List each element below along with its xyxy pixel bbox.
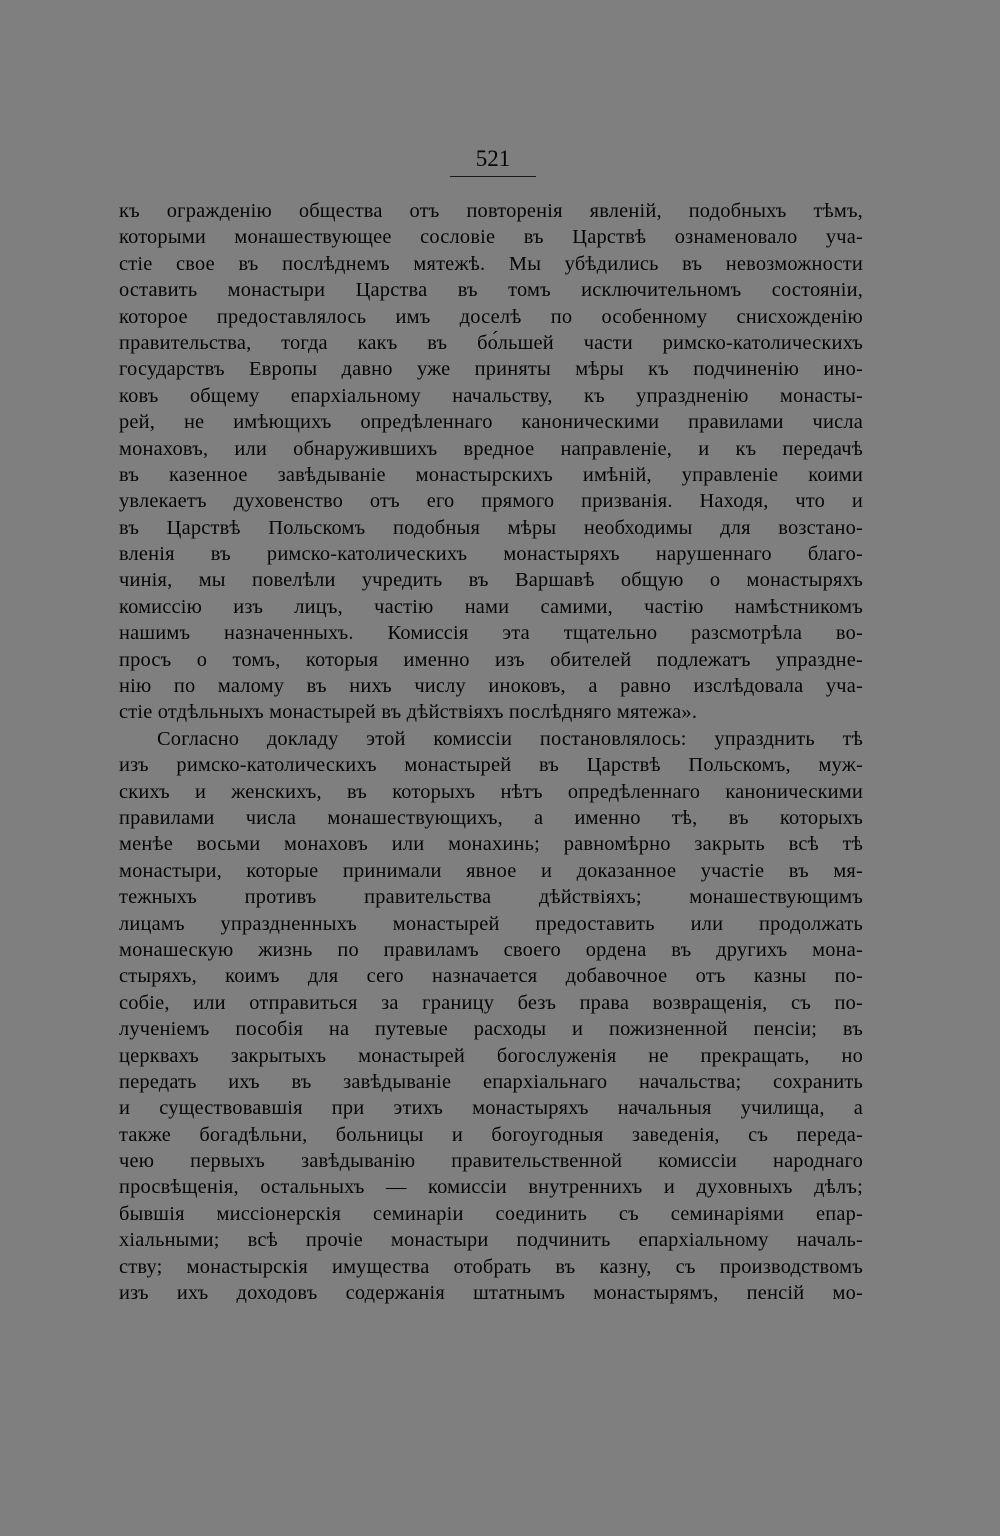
text-line: правительства, тогда какъ въ бо́льшей части римско-католическихъ bbox=[119, 331, 863, 354]
text-line: монастыри, которые принимали явное и доказанное участіе въ мя- bbox=[119, 859, 863, 882]
text-line: менѣе восьми монаховъ или монахинь; равномѣрно закрыть всѣ тѣ bbox=[119, 833, 863, 856]
text-line: нію по малому въ нихъ числу иноковъ, а равно изслѣдовала уча- bbox=[119, 675, 863, 698]
paragraph bbox=[119, 726, 863, 1307]
text-line: чею первыхъ завѣдыванію правительственной комиссіи народнаго bbox=[119, 1150, 863, 1173]
text-line: изъ ихъ доходовъ содержанія штатнымъ монастырямъ, пенсій мо- bbox=[119, 1282, 863, 1305]
text-line: оставить монастыри Царства въ томъ исключительномъ состояніи, bbox=[119, 279, 863, 302]
text-line: тежныхъ противъ правительства дѣйствіяхъ; монашествующимъ bbox=[119, 886, 863, 909]
text-line: стыряхъ, коимъ для сего назначается добавочное отъ казны по- bbox=[119, 965, 863, 988]
text-line: Согласно докладу этой комиссіи постановлялось: упразднить тѣ bbox=[157, 727, 863, 750]
text-line: въ Царствѣ Польскомъ подобныя мѣры необходимы для возстано- bbox=[119, 516, 863, 539]
text-line: бывшія миссіонерскія семинаріи соединить съ семинаріями епар- bbox=[119, 1202, 863, 1225]
text-line: изъ римско-католическихъ монастырей въ Царствѣ Польскомъ, муж- bbox=[119, 754, 863, 777]
text-line: рей, не имѣющихъ опредѣленнаго каноническими правилами числа bbox=[119, 411, 863, 434]
text-line: просвѣщенія, остальныхъ — комиссіи внутреннихъ и духовныхъ дѣлъ; bbox=[119, 1176, 863, 1199]
text-line: также богадѣльни, больницы и богоугодныя заведенія, съ переда- bbox=[119, 1123, 863, 1146]
text-line: которое предоставлялось имъ доселѣ по особенному снисхожденію bbox=[119, 305, 863, 328]
text-line: вленія въ римско-католическихъ монастыряхъ нарушеннаго благо- bbox=[119, 543, 863, 566]
text-line: нашимъ назначенныхъ. Комиссія эта тщательно разсмотрѣла во- bbox=[119, 622, 863, 645]
text-line: церквахъ закрытыхъ монастырей богослуженія не прекращать, но bbox=[119, 1044, 863, 1067]
text-line: стіе свое въ послѣднемъ мятежѣ. Мы убѣдились въ невозможности bbox=[119, 252, 863, 275]
text-line: ству; монастырскія имущества отобрать въ казну, съ производствомъ bbox=[119, 1255, 863, 1278]
text-line: лицамъ упраздненныхъ монастырей предоставить или продолжать bbox=[119, 912, 863, 935]
text-line: передать ихъ въ завѣдываніе епархіальнаго начальства; сохранить bbox=[119, 1070, 863, 1093]
text-line: просъ о томъ, которыя именно изъ обителей подлежатъ упраздне- bbox=[119, 648, 863, 671]
page-header bbox=[450, 146, 536, 177]
text-line: комиссію изъ лицъ, частію нами самими, частію намѣстникомъ bbox=[119, 595, 863, 618]
text-line: лученіемъ пособія на путевые расходы и пожизненной пенсіи; въ bbox=[119, 1018, 863, 1041]
text-line: монаховъ, или обнаружившихъ вредное направленіе, и къ передачѣ bbox=[119, 437, 863, 460]
body-text bbox=[119, 198, 863, 1306]
text-line: и существовавшія при этихъ монастыряхъ начальныя училища, а bbox=[119, 1097, 863, 1120]
text-line: государствъ Европы давно уже приняты мѣры къ подчиненію ино- bbox=[119, 358, 863, 381]
text-line: хіальными; всѣ прочіе монастыри подчинить епархіальному началь- bbox=[119, 1229, 863, 1252]
page-number: 521 bbox=[475, 146, 511, 171]
text-line: которыми монашествующее сословіе въ Царствѣ ознаменовало уча- bbox=[119, 226, 863, 249]
text-line: увлекаетъ духовенство отъ его прямого призванія. Находя, что и bbox=[119, 490, 863, 513]
text-line: къ огражденію общества отъ повторенія явленій, подобныхъ тѣмъ, bbox=[119, 200, 863, 222]
text-line: собіе, или отправиться за границу безъ права возвращенія, съ по- bbox=[119, 991, 863, 1014]
text-line: въ казенное завѣдываніе монастырскихъ имѣній, управленіе коими bbox=[119, 463, 863, 486]
text-line: ковъ общему епархіальному начальству, къ упраздненію монасты- bbox=[119, 384, 863, 407]
text-line: правилами числа монашествующихъ, а именно тѣ, въ которыхъ bbox=[119, 806, 863, 829]
text-line: чинія, мы повелѣли учредить въ Варшавѣ общую о монастыряхъ bbox=[119, 569, 863, 592]
text-line: скихъ и женскихъ, въ которыхъ нѣтъ опредѣленнаго каноническими bbox=[119, 780, 863, 803]
text-line: монашескую жизнь по правиламъ своего ордена въ другихъ мона- bbox=[119, 938, 863, 961]
text-line: стіе отдѣльныхъ монастырей въ дѣйствіяхъ послѣдняго мятежа». bbox=[119, 701, 698, 724]
paragraph bbox=[119, 198, 863, 726]
page-number-rule bbox=[450, 176, 536, 177]
